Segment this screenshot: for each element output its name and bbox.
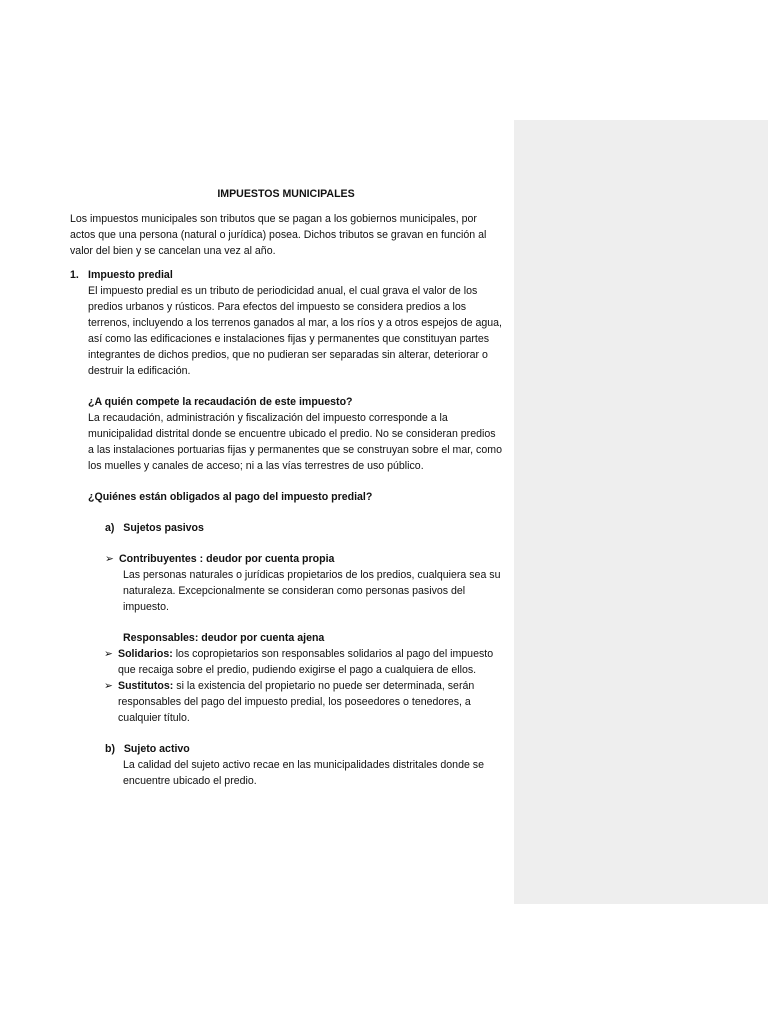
bullet-sustitutos bbox=[104, 678, 502, 726]
responsables-heading: Responsables: deudor por cuenta ajena bbox=[123, 632, 325, 644]
section-body: El impuesto predial es un tributo de periodicidad anual, el cual grava el valor de los predios urbanos y rústicos. Para efectos del impuesto se considera predios a los terrenos, incluyendo a los terrenos ganados al mar, a los ríos y a otros espejos de agua, así como las edificaciones e instalaciones fijas y permanentes que constituyan partes integrantes de dichos predios, que no pudieran ser separadas sin alterar, deteriorar o destruir la edificación. bbox=[88, 285, 502, 377]
subheading-sujeto-activo bbox=[105, 741, 502, 757]
intro-paragraph: Los impuestos municipales son tributos que se pagan a los gobiernos municipales, por actos que una persona (natural o jurídica) posea. Dichos tributos se gravan en función al valor del bien y se cancelan una vez al año. bbox=[70, 213, 487, 257]
comment-pane bbox=[514, 120, 768, 904]
contribuyentes-heading: Contribuyentes : deudor por cuenta propia bbox=[119, 553, 335, 565]
sustitutos-text: si la existencia del propietario no puede ser determinada, serán responsables del pago del impuesto predial, los poseedores o tenedores, a cualquier título. bbox=[118, 680, 475, 724]
list-marker-a: a) bbox=[105, 522, 115, 534]
sujetos-pasivos-title: Sujetos pasivos bbox=[123, 522, 204, 534]
arrow-bullet-icon: ➢ bbox=[105, 553, 114, 565]
question-heading-recaudacion: ¿A quién compete la recaudación de este impuesto? bbox=[88, 396, 353, 408]
document-page bbox=[70, 186, 502, 789]
sujeto-activo-title: Sujeto activo bbox=[123, 743, 190, 755]
subheading-sujetos-pasivos bbox=[105, 520, 502, 536]
question-heading-obligados: ¿Quiénes están obligados al pago del impuesto predial? bbox=[88, 491, 373, 503]
section-title: Impuesto predial bbox=[88, 269, 173, 281]
solidarios-text: los copropietarios son responsables solidarios al pago del impuesto que recaiga sobre el predio, pudiendo exigirse el pago a cualquiera de ellos. bbox=[118, 648, 494, 676]
contribuyentes-body: Las personas naturales o jurídicas propietarios de los predios, cualquiera sea su naturaleza. Excepcionalmente se consideran como personas pasivos del impuesto. bbox=[123, 569, 501, 613]
bullet-solidarios bbox=[104, 646, 502, 678]
question-body-recaudacion: La recaudación, administración y fiscalización del impuesto corresponde a la municipalidad distrital donde se encuentre ubicado el predio. No se consideran predios a las instalaciones portuarias fijas y permanentes que se construyan sobre el mar, como los muelles y canales de acceso; ni a las vías terrestres de uso público. bbox=[88, 412, 502, 472]
arrow-bullet-icon: ➢ bbox=[104, 680, 113, 692]
arrow-bullet-icon: ➢ bbox=[104, 648, 113, 660]
solidarios-label: Solidarios: bbox=[118, 648, 173, 660]
sujeto-activo-body: La calidad del sujeto activo recae en las municipalidades distritales donde se encuentre ubicado el predio. bbox=[123, 759, 484, 787]
section-number: 1. bbox=[70, 269, 79, 281]
list-marker-b: b) bbox=[105, 743, 115, 755]
bullet-contribuyentes bbox=[105, 551, 502, 567]
document-title: IMPUESTOS MUNICIPALES bbox=[217, 188, 355, 200]
section-heading-impuesto-predial bbox=[70, 267, 502, 283]
sustitutos-label: Sustitutos: bbox=[118, 680, 174, 692]
